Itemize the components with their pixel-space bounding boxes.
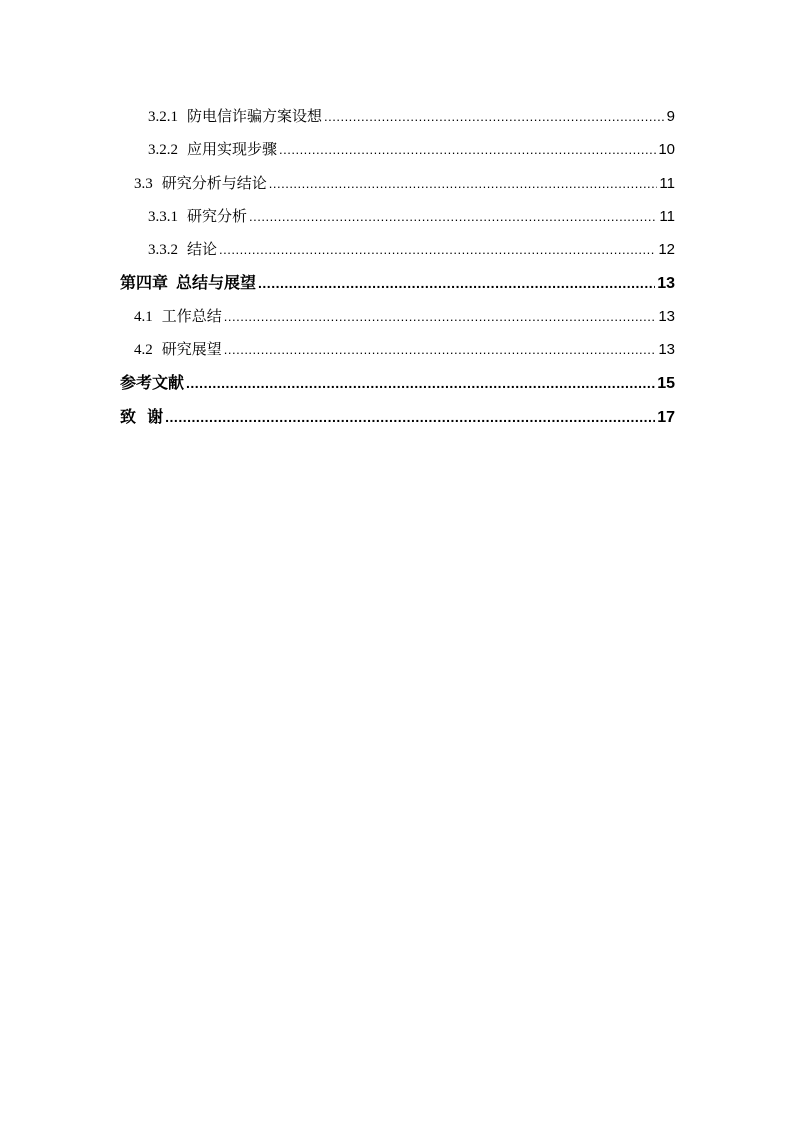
toc-entry-acknowledgements[interactable]: [120, 400, 675, 433]
toc-entry-number: 3.2.2: [148, 142, 178, 159]
toc-entry-title: 致 谢: [120, 406, 164, 426]
toc-entry-page: 13: [657, 275, 675, 293]
toc-entry-page: 11: [659, 207, 675, 225]
toc-entry-4-1[interactable]: [120, 300, 675, 333]
toc-dot-leader: [219, 233, 656, 266]
toc-entry-title: 研究分析与结论: [161, 173, 267, 192]
toc-entry-references[interactable]: [120, 366, 675, 399]
toc-entry-title: 总结与展望: [176, 273, 257, 293]
toc-entry-number: 3.3.1: [148, 208, 178, 225]
toc-entry-page: 12: [658, 241, 675, 259]
toc-dot-leader: [324, 100, 665, 133]
toc-entry-title: 研究展望: [161, 340, 222, 359]
toc-entry-number: 4.1: [134, 308, 153, 325]
toc-entry-page: 17: [657, 408, 675, 426]
toc-dot-leader: [279, 133, 656, 166]
toc-entry-4-2[interactable]: [120, 333, 675, 366]
toc-entry-page: 11: [659, 174, 675, 192]
toc-entry-title: 应用实现步骤: [187, 140, 278, 159]
toc-entry-page: 9: [666, 108, 675, 125]
toc-entry-3-2-2[interactable]: [120, 133, 675, 166]
toc-entry-title: 研究分析: [187, 206, 248, 225]
toc-entry-3-2-1[interactable]: [120, 100, 675, 133]
toc-entry-chapter-4[interactable]: [120, 266, 675, 299]
toc-dot-leader: [165, 401, 655, 434]
toc-entry-page: 10: [658, 141, 675, 159]
toc-entry-title: 防电信诈骗方案设想: [187, 107, 323, 125]
toc-entry-3-3-2[interactable]: [120, 233, 675, 266]
toc-dot-leader: [224, 333, 657, 366]
toc-entry-title: 结论: [187, 240, 218, 259]
toc-entry-page: 15: [657, 375, 675, 393]
toc-entry-number: 3.3: [134, 175, 153, 192]
toc-entry-title: 参考文献: [120, 373, 185, 393]
toc-entry-3-3-1[interactable]: [120, 200, 675, 233]
toc-entry-number: 3.3.2: [148, 242, 178, 259]
toc-entry-page: 13: [658, 341, 675, 359]
toc-dot-leader: [224, 300, 657, 333]
toc-entry-number: 第四章: [120, 273, 169, 293]
toc-entry-page: 13: [658, 307, 675, 325]
toc-entry-number: 4.2: [134, 342, 153, 359]
toc-dot-leader: [186, 367, 655, 400]
toc-dot-leader: [258, 267, 655, 300]
toc-dot-leader: [269, 167, 658, 200]
toc-entry-title: 工作总结: [161, 306, 222, 325]
toc-entry-number: 3.2.1: [148, 109, 178, 125]
toc-entry-3-3[interactable]: [120, 167, 675, 200]
toc-dot-leader: [249, 200, 657, 233]
table-of-contents: [120, 100, 675, 433]
